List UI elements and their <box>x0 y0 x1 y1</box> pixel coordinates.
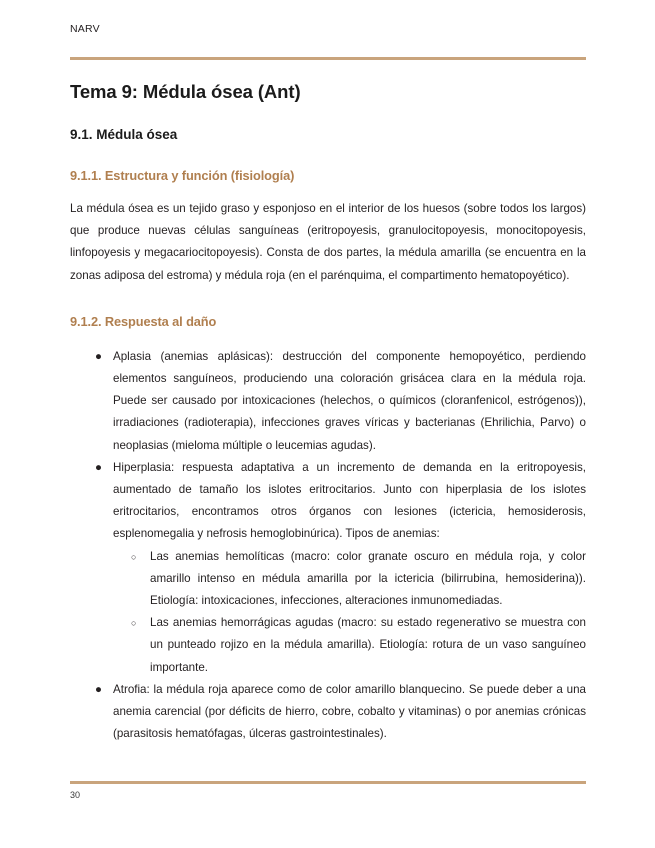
list-item <box>113 546 586 613</box>
list-item <box>70 457 586 679</box>
bullet-marker-icon: ● <box>95 349 103 363</box>
list-item-text: Hiperplasia: respuesta adaptativa a un incremento de demanda en la eritropoyesis, aumentado de tamaño los islotes eritrocitarios. Junto con hiperplasia de los islotes eritrocitarios, encontramos otros órganos con lesiones (ictericia, hemosiderosis, esplenomegalia y nefrosis hemoglobinúrica). Tipos de anemias: <box>113 460 586 541</box>
sub-bullet-marker-icon: ○ <box>131 618 137 629</box>
section-heading-9-1: 9.1. Médula ósea <box>70 127 178 142</box>
running-header-text: NARV <box>70 23 100 35</box>
running-header <box>70 22 585 36</box>
section-heading-9-1-2: 9.1.2. Respuesta al daño <box>70 313 217 329</box>
list-item <box>113 612 586 679</box>
bullet-marker-icon: ● <box>95 682 103 696</box>
list-item-text: Aplasia (anemias aplásicas): destrucción del componente hemopoyético, perdiendo elementos sanguíneos, produciendo una coloración grisácea clara en la médula roja. Puede ser causado por intoxicaciones (helechos, o químicos (cloranfenicol, estrógenos)), irradiaciones (radioterapia), infecciones graves víricas y bacterianas (Ehrilichia, Parvo) o neoplasias (mieloma múltiple o leucemias agudas). <box>113 349 586 452</box>
respuesta-al-dano-list <box>70 346 586 746</box>
page-title: Tema 9: Médula ósea (Ant) <box>70 81 301 102</box>
bullet-marker-icon: ● <box>95 460 103 474</box>
sub-list-item-text: Las anemias hemolíticas (macro: color granate oscuro en médula roja, y color amarillo intenso en médula amarilla por la ictericia (bilirrubina, hemosiderina)). Etiología: intoxicaciones, infecciones, alteraciones inmunomediadas. <box>150 549 586 608</box>
sub-bullet-marker-icon: ○ <box>131 551 137 562</box>
document-body <box>70 80 586 745</box>
page-number: 30 <box>70 790 81 800</box>
footer-divider <box>70 781 586 784</box>
paragraph-estructura-funcion: La médula ósea es un tejido graso y esponjoso en el interior de los huesos (sobre todos los largos) que produce nuevas células sanguíneas (eritropoyesis, granulocitopoyesis, monocitopoyesis, linfopoyesis y megacariocitopoyesis). Consta de dos partes, la médula amarilla (se encuentra en la zonas adiposa del estroma) y médula roja (en el parénquima, el compartimento hematopoyético). <box>70 202 586 282</box>
list-item-text: Atrofia: la médula roja aparece como de color amarillo blanquecino. Se puede deber a una anemia carencial (por déficits de hierro, cobre, cobalto y vitaminas) o por anemias crónicas (parasitosis hematófagas, úlceras gastrointestinales). <box>113 682 586 741</box>
list-item <box>70 346 586 457</box>
section-heading-9-1-1: 9.1.1. Estructura y función (fisiología) <box>70 168 295 183</box>
header-divider <box>70 57 586 60</box>
sub-list-item-text: Las anemias hemorrágicas agudas (macro: su estado regenerativo se muestra con un punteado rojizo en la médula amarilla). Etiología: rotura de un vaso sanguíneo importante. <box>150 616 586 674</box>
tipos-de-anemias-sublist <box>113 546 586 679</box>
list-item <box>70 679 586 746</box>
